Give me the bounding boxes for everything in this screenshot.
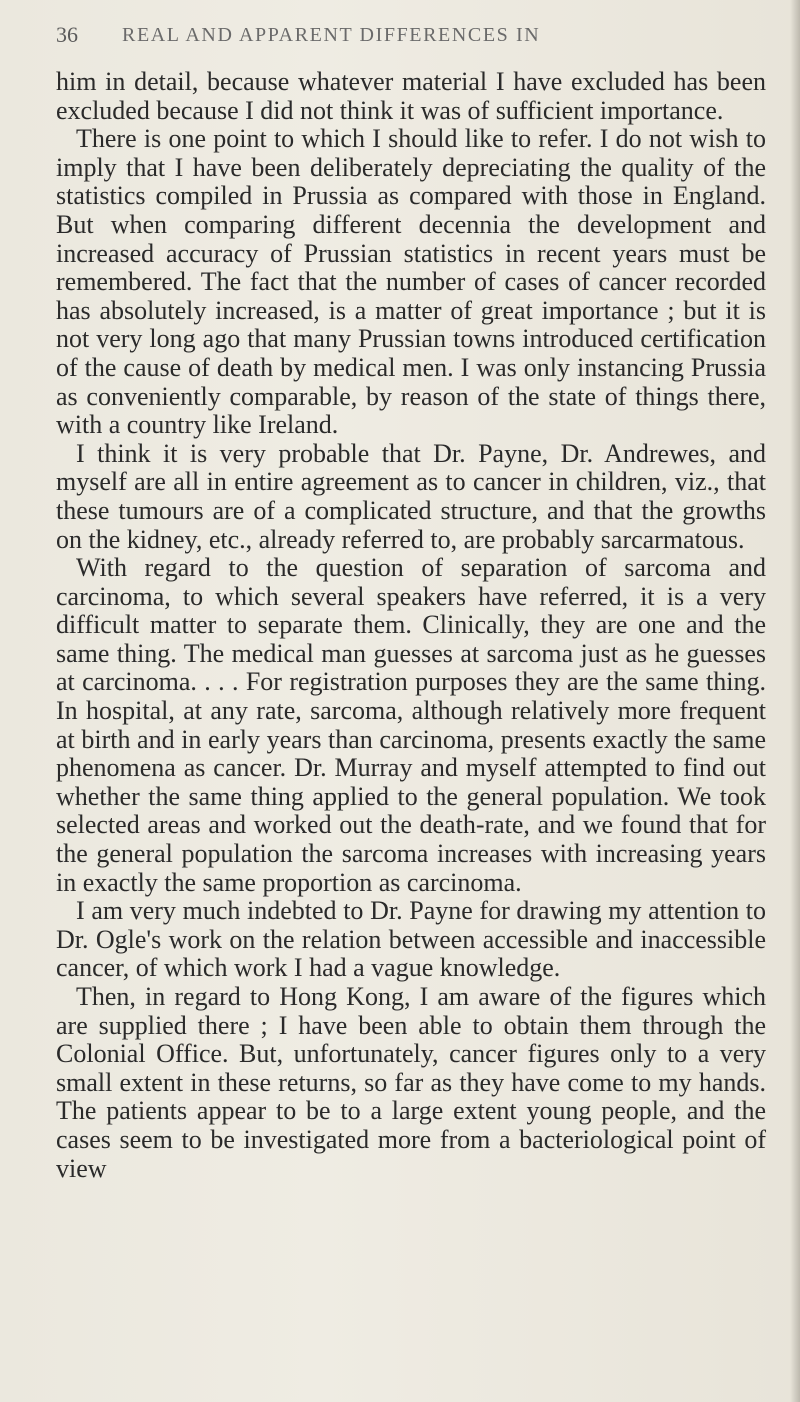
page-edge-shadow xyxy=(790,0,800,1402)
paragraph: There is one point to which I should like to refer. I do not wish to imply that I have been deliberately depreciating the quality of the statistics compiled in Prussia as compared with those in England. But when comparing different decennia the development and increased accuracy of Prussian statistics in recent years must be remembered. The fact that the number of cases of cancer recorded has absolutely increased, is a matter of great importance ; but it is not very long ago that many Prussian towns introduced certification of the cause of death by medical men. I was only instancing Prussia as conveniently comparable, by reason of the state of things there, with a country like Ireland. xyxy=(56,124,766,440)
paragraph: Then, in regard to Hong Kong, I am aware of the figures which are supplied there ; I have been able to obtain them through the Colonial Office. But, unfortunately, cancer figures only to a very small extent in these returns, so far as they have come to my hands. The patients appear to be to a large extent young people, and the cases seem to be investigated more from a bacteriological point of view xyxy=(56,982,766,1183)
page-number: 36 xyxy=(56,22,78,47)
page-header xyxy=(56,22,776,62)
paragraph: him in detail, because whatever material I have excluded has been excluded because I did not think it was of sufficient importance. xyxy=(56,67,766,125)
paragraph: I am very much indebted to Dr. Payne for drawing my attention to Dr. Ogle's work on the relation between accessible and inaccessible cancer, of which work I had a vague knowledge. xyxy=(56,896,766,983)
body-text xyxy=(56,68,766,1183)
paragraph: With regard to the question of separation of sarcoma and carcinoma, to which several speakers have referred, it is a very difficult matter to separate them. Clinically, they are one and the same thing. The medical man guesses at sarcoma just as he guesses at carcinoma. . . . For registration purposes they are the same thing. In hospital, at any rate, sarcoma, although relatively more frequent at birth and in early years than carcinoma, presents exactly the same phenomena as cancer. Dr. Murray and myself attempted to find out whether the same thing applied to the general population. We took selected areas and worked out the death-rate, and we found that for the general population the sarcoma increases with increasing years in exactly the same proportion as carcinoma. xyxy=(56,553,766,897)
paragraph: I think it is very probable that Dr. Payne, Dr. Andrewes, and myself are all in entire agreement as to cancer in children, viz., that these tumours are of a complicated structure, and that the growths on the kidney, etc., already referred to, are probably sarcarmatous. xyxy=(56,438,766,554)
running-head: REAL AND APPARENT DIFFERENCES IN xyxy=(122,24,541,46)
